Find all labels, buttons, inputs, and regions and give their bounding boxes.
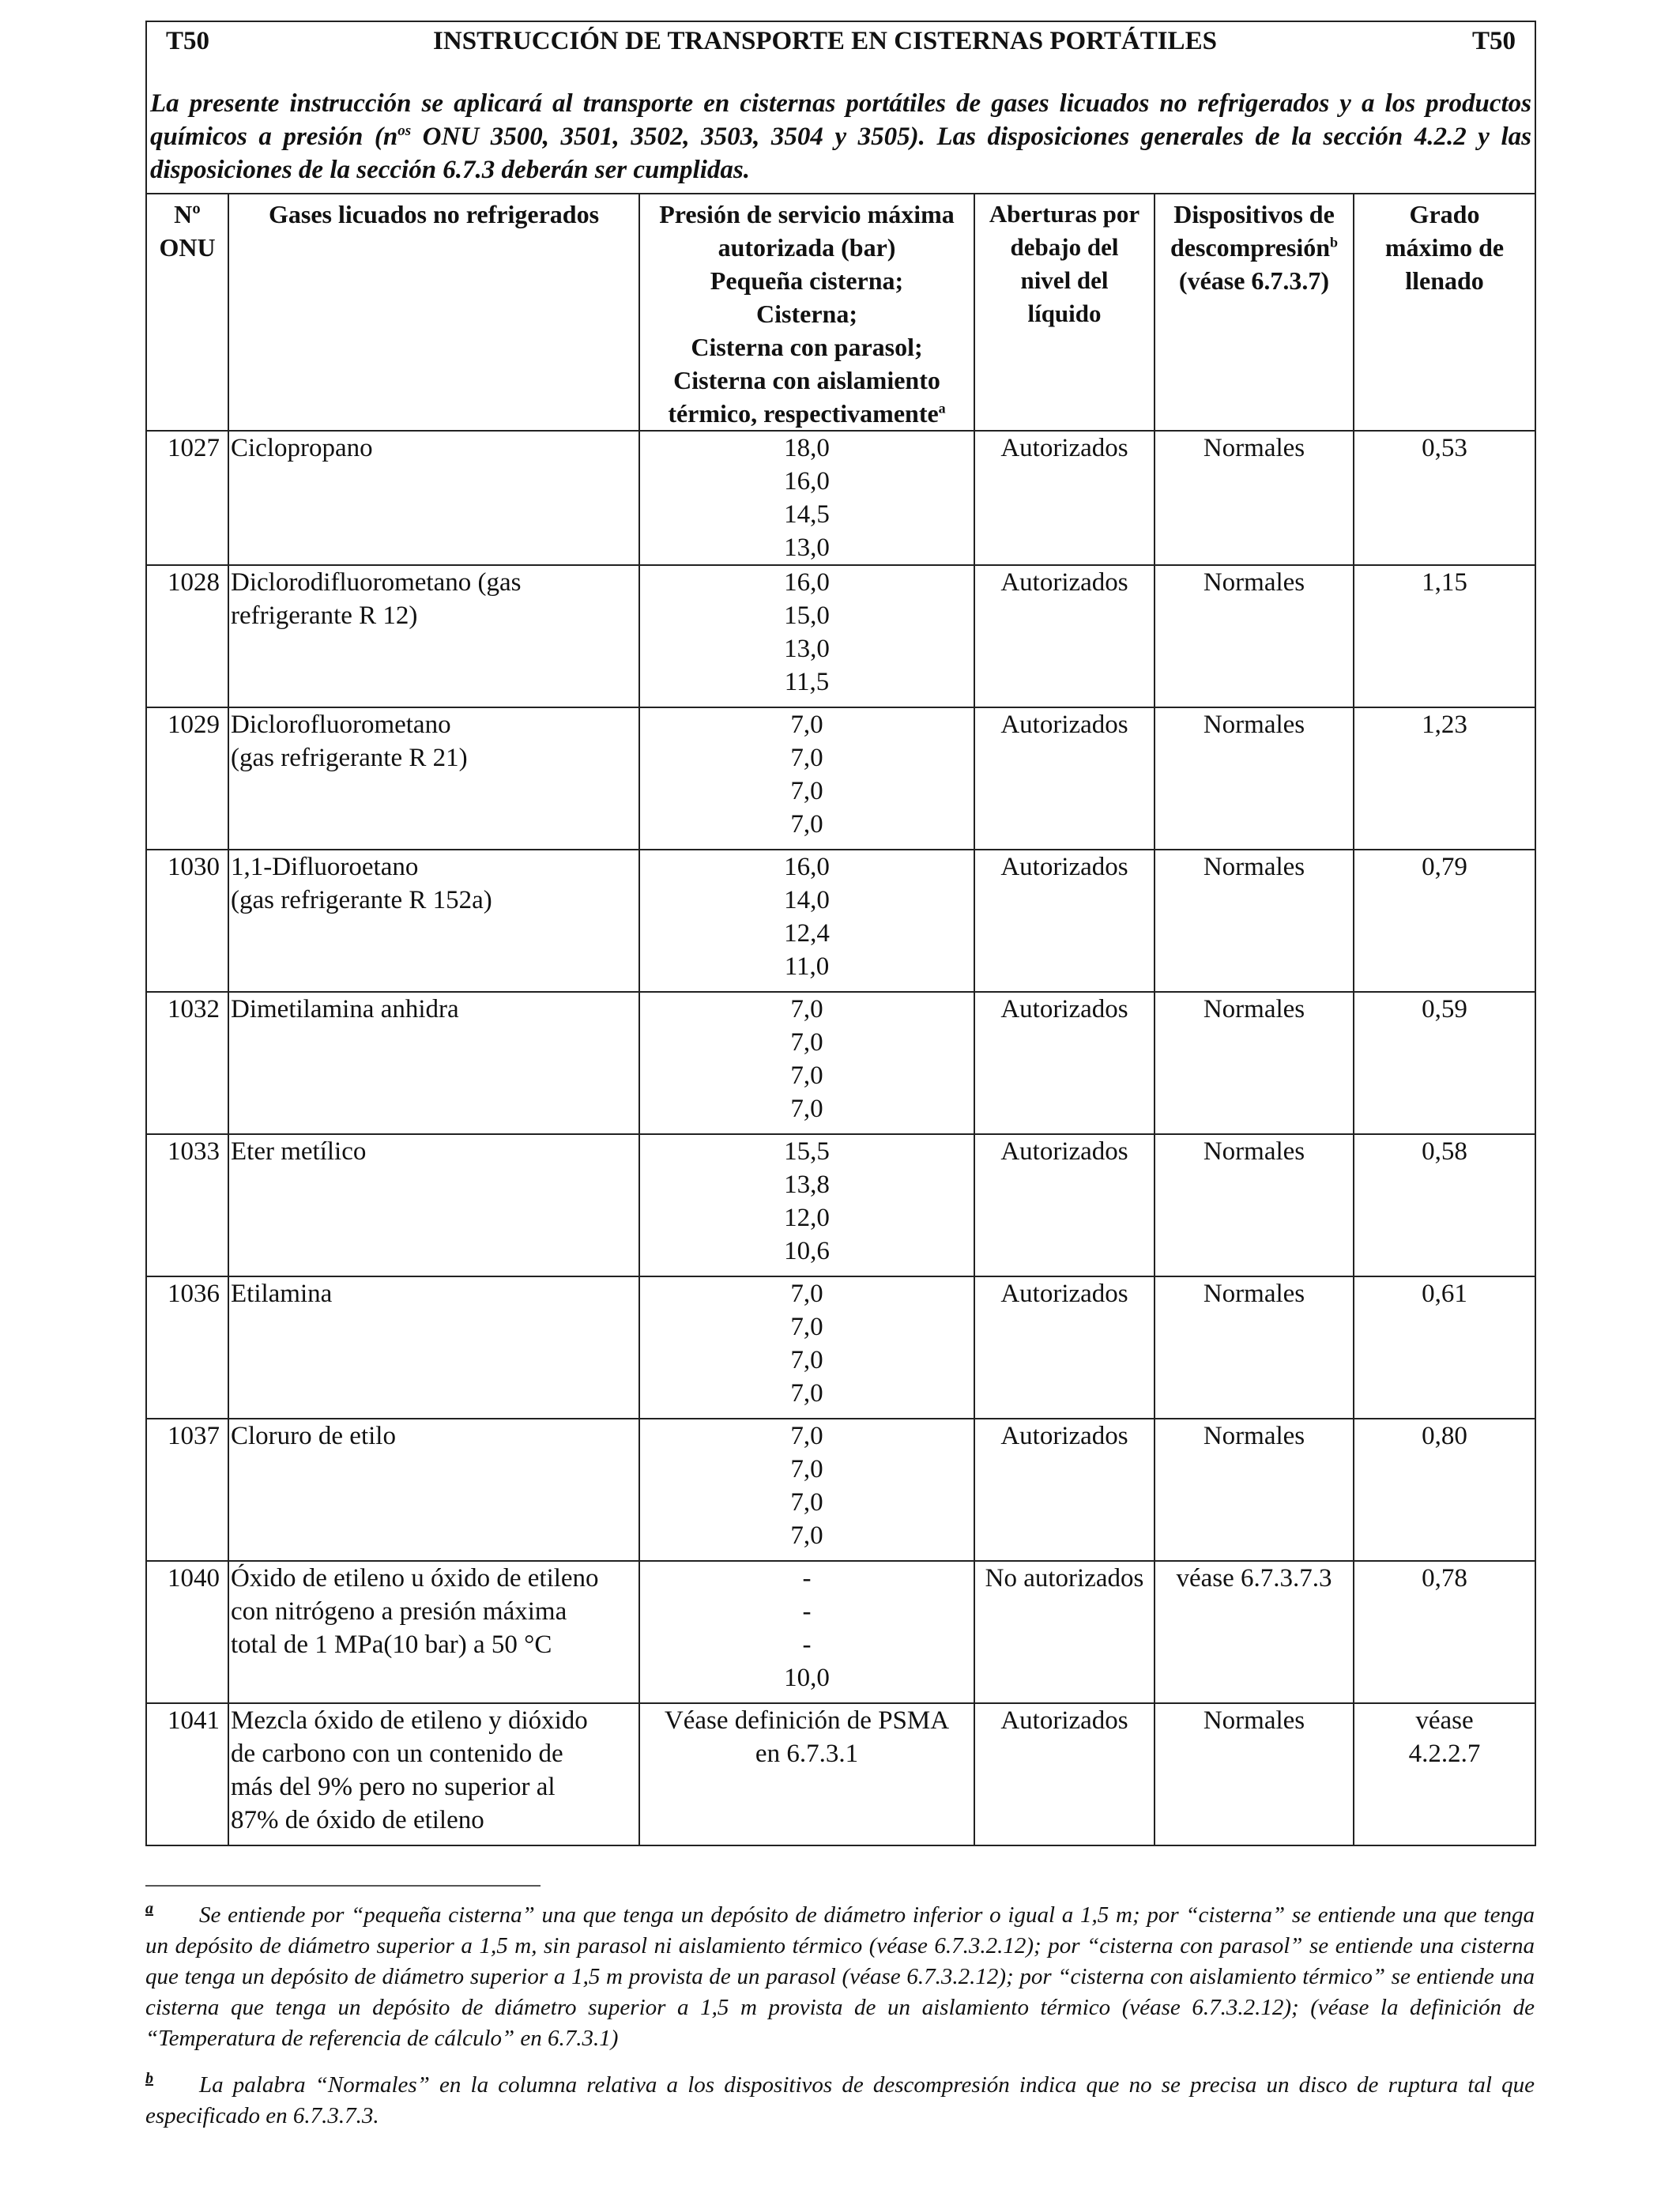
instruction-header <box>146 21 1535 194</box>
cell-gas-name <box>228 1703 639 1845</box>
footnote-mark: b <box>145 2070 153 2088</box>
cell-pressure <box>639 850 974 992</box>
intro-paragraph <box>147 66 1535 187</box>
cell-line: 1,1-Difluoroetano <box>231 853 419 881</box>
cell-devices <box>1155 1561 1354 1703</box>
cell-devices <box>1155 431 1354 565</box>
cell-line: 16,0 <box>784 568 830 597</box>
cell-filling <box>1354 850 1535 992</box>
cell-gas-name <box>228 992 639 1134</box>
cell-line: Diclorodifluorometano (gas <box>231 568 522 597</box>
table-row <box>146 1419 1535 1561</box>
cell-line: 0,61 <box>1422 1280 1467 1308</box>
cell-line: 16,0 <box>784 467 830 496</box>
col-header-devices <box>1155 194 1354 431</box>
cell-devices <box>1155 1276 1354 1419</box>
cell-line: 7,0 <box>790 1488 823 1517</box>
cell-gas-name <box>228 1276 639 1419</box>
col-header-pressure-line: Presión de servicio máxima <box>659 200 955 228</box>
col-header-devices-line: descompresión <box>1170 233 1331 262</box>
cell-line: 16,0 <box>784 853 830 881</box>
cell-gas-name <box>228 850 639 992</box>
cell-devices <box>1155 1134 1354 1276</box>
cell-value: 1040 <box>168 1564 220 1593</box>
cell-value: 1032 <box>168 995 220 1023</box>
col-header-openings-line: líquido <box>1027 300 1102 327</box>
footnotes <box>145 1900 1535 2147</box>
cell-onu-number <box>146 1134 228 1276</box>
cell-line: - <box>802 1630 812 1659</box>
cell-onu-number <box>146 992 228 1134</box>
cell-line: 7,0 <box>790 1346 823 1374</box>
cell-openings <box>974 992 1155 1134</box>
cell-line: 12,4 <box>784 919 830 948</box>
intro-text-2: ONU 3500, 3501, 3502, 3503, 3504 y 3505). Las disposiciones generales de la sección 4.2.2 y las disposiciones de la sección 6.7.3 deberán ser cumplidas. <box>150 123 1531 184</box>
cell-pressure <box>639 1419 974 1561</box>
cell-line: refrigerante R 12) <box>231 601 418 630</box>
cell-line: 7,0 <box>790 810 823 839</box>
cell-line: 10,6 <box>784 1237 830 1265</box>
cell-value: 1041 <box>168 1706 220 1735</box>
cell-openings <box>974 1134 1155 1276</box>
cell-openings <box>974 1419 1155 1561</box>
footnote-text: Se entiende por “pequeña cisterna” una que tenga un depósito de diámetro inferior o igual a 1,5 m; por “cisterna” se entiende una que tenga un depósito de diámetro superior a 1,5 m, sin parasol ni aislamiento térmico (véase 6.7.3.2.12); por “cisterna con parasol” se entiende una cisterna que tenga un depósito de diámetro superior a 1,5 m provista de un parasol (véase 6.7.3.2.12); por “cisterna con aislamiento térmico” se entiende una cisterna que tenga un depósito de diámetro superior a 1,5 m provista de un aislamiento térmico (véase 6.7.3.2.12); (véase la definición de “Temperatura de referencia de cálculo” en 6.7.3.1) <box>145 1902 1535 2051</box>
cell-pressure <box>639 707 974 850</box>
cell-pressure <box>639 565 974 707</box>
cell-line: 10,0 <box>784 1664 830 1692</box>
col-header-pressure-line: Cisterna; <box>756 300 857 328</box>
cell-line: Dimetilamina anhidra <box>231 995 459 1023</box>
footnote-divider <box>145 1885 541 1887</box>
cell-onu-number <box>146 1703 228 1845</box>
instruction-code-right: T50 <box>1471 27 1516 55</box>
cell-line: 7,0 <box>790 1061 823 1090</box>
cell-filling <box>1354 1276 1535 1419</box>
cell-line: 12,0 <box>784 1204 830 1232</box>
cell-devices <box>1155 850 1354 992</box>
cell-openings <box>974 707 1155 850</box>
col-header-devices-line: Dispositivos de <box>1173 200 1335 228</box>
cell-line: Cloruro de etilo <box>231 1422 396 1450</box>
cell-line: 15,5 <box>784 1137 830 1166</box>
cell-value: Autorizados <box>1000 1137 1128 1166</box>
cell-filling <box>1354 1561 1535 1703</box>
cell-line: 7,0 <box>790 1095 823 1123</box>
cell-line: 0,59 <box>1422 995 1467 1023</box>
col-header-onu-line: Nº <box>174 200 201 228</box>
cell-line: 0,80 <box>1422 1422 1467 1450</box>
cell-pressure <box>639 1134 974 1276</box>
col-header-filling-line: máximo de <box>1384 233 1505 262</box>
table-body <box>146 431 1535 1845</box>
cell-openings <box>974 565 1155 707</box>
cell-openings <box>974 850 1155 992</box>
cell-filling <box>1354 992 1535 1134</box>
col-header-openings-line: Aberturas por <box>989 200 1140 228</box>
cell-line: 11,5 <box>784 668 830 696</box>
cell-value: Normales <box>1203 1137 1305 1166</box>
cell-onu-number <box>146 707 228 850</box>
cell-onu-number <box>146 565 228 707</box>
footnote-a <box>145 1900 1535 2054</box>
cell-line: 7,0 <box>790 1379 823 1408</box>
cell-line: 13,0 <box>784 635 830 663</box>
cell-line: 1,23 <box>1422 711 1467 739</box>
cell-openings <box>974 1276 1155 1419</box>
instruction-table <box>145 21 1536 1846</box>
cell-onu-number <box>146 1276 228 1419</box>
cell-openings <box>974 431 1155 565</box>
intro-text-1: La presente instrucción se aplicará al transporte en cisternas portátiles de gases licuados no refrigerados y a los productos químicos a presión (n <box>150 89 1531 151</box>
cell-value: Normales <box>1203 434 1305 462</box>
cell-filling <box>1354 707 1535 850</box>
cell-gas-name <box>228 431 639 565</box>
cell-line: 1,15 <box>1422 568 1467 597</box>
col-header-pressure <box>639 194 974 431</box>
intro-superscript: os <box>397 123 412 139</box>
cell-gas-name <box>228 707 639 850</box>
cell-line: 18,0 <box>784 434 830 462</box>
col-header-pressure-line: Cisterna con aislamiento <box>673 366 940 394</box>
cell-line: 7,0 <box>790 744 823 772</box>
cell-pressure <box>639 992 974 1134</box>
table-row <box>146 1276 1535 1419</box>
cell-line: 7,0 <box>790 777 823 805</box>
cell-gas-name <box>228 565 639 707</box>
cell-line: 14,0 <box>784 886 830 914</box>
cell-line: total de 1 MPa(10 bar) a 50 °C <box>231 1630 552 1659</box>
col-header-onu <box>146 194 228 431</box>
cell-devices <box>1155 1703 1354 1845</box>
cell-openings <box>974 1561 1155 1703</box>
col-header-gas-label: Gases licuados no refrigerados <box>268 200 600 228</box>
col-header-onu-line: ONU <box>159 233 216 262</box>
cell-value: 1029 <box>168 711 220 739</box>
cell-line: - <box>802 1564 812 1593</box>
cell-filling <box>1354 1419 1535 1561</box>
cell-line: 7,0 <box>790 711 823 739</box>
cell-line: de carbono con un contenido de <box>231 1740 563 1768</box>
col-header-openings <box>974 194 1155 431</box>
cell-pressure <box>639 431 974 565</box>
cell-line: 7,0 <box>790 995 823 1023</box>
cell-devices <box>1155 707 1354 850</box>
cell-value: Autorizados <box>1000 1422 1128 1450</box>
table-row <box>146 1134 1535 1276</box>
cell-line: 7,0 <box>790 1313 823 1341</box>
cell-line: Diclorofluorometano <box>231 711 451 739</box>
cell-value: Autorizados <box>1000 853 1128 881</box>
col-header-openings-line: nivel del <box>1020 266 1109 294</box>
cell-filling <box>1354 1134 1535 1276</box>
cell-line: 13,0 <box>784 533 830 562</box>
footnote-ref-b: b <box>1330 234 1339 251</box>
cell-line: 7,0 <box>790 1422 823 1450</box>
table-row <box>146 850 1535 992</box>
cell-line: 87% de óxido de etileno <box>231 1806 484 1834</box>
cell-value: Autorizados <box>1000 995 1128 1023</box>
cell-line: 4.2.2.7 <box>1408 1740 1481 1768</box>
cell-pressure <box>639 1276 974 1419</box>
cell-line: 0,79 <box>1422 853 1467 881</box>
cell-onu-number <box>146 850 228 992</box>
cell-line: más del 9% pero no superior al <box>231 1773 556 1801</box>
cell-value: 1028 <box>168 568 220 597</box>
cell-filling <box>1354 565 1535 707</box>
cell-value: No autorizados <box>985 1564 1144 1593</box>
col-header-pressure-line: autorizada (bar) <box>718 233 896 262</box>
cell-line: véase <box>1415 1706 1474 1735</box>
cell-line: 14,5 <box>784 500 830 529</box>
cell-line: Eter metílico <box>231 1137 367 1166</box>
col-header-pressure-line: Pequeña cisterna; <box>710 266 904 295</box>
cell-line: 7,0 <box>790 1028 823 1057</box>
cell-value: Normales <box>1203 1422 1305 1450</box>
instruction-title: INSTRUCCIÓN DE TRANSPORTE EN CISTERNAS PORTÁTILES <box>433 27 1217 55</box>
footnote-text: La palabra “Normales” en la columna relativa a los dispositivos de descompresión indica que no se precisa un disco de ruptura tal que especificado en 6.7.3.7.3. <box>145 2072 1535 2128</box>
cell-value: Normales <box>1203 1280 1305 1308</box>
footnote-ref-a: a <box>938 400 946 417</box>
cell-line: 13,8 <box>784 1171 830 1199</box>
cell-pressure <box>639 1561 974 1703</box>
cell-value: 1030 <box>168 853 220 881</box>
cell-value: Normales <box>1203 711 1305 739</box>
cell-line: en 6.7.3.1 <box>755 1740 859 1768</box>
cell-value: véase 6.7.3.7.3 <box>1176 1564 1332 1593</box>
cell-line: Óxido de etileno u óxido de etileno <box>231 1564 599 1593</box>
title-row <box>147 22 1535 66</box>
cell-gas-name <box>228 1561 639 1703</box>
cell-line: 15,0 <box>784 601 830 630</box>
cell-value: 1036 <box>168 1280 220 1308</box>
col-header-filling <box>1354 194 1535 431</box>
cell-line: - <box>802 1597 812 1626</box>
cell-devices <box>1155 1419 1354 1561</box>
table-row <box>146 707 1535 850</box>
col-header-pressure-line: Cisterna con parasol; <box>691 333 923 361</box>
cell-gas-name <box>228 1419 639 1561</box>
footnote-mark: a <box>145 1900 153 1918</box>
cell-line: 7,0 <box>790 1455 823 1483</box>
cell-line: 0,58 <box>1422 1137 1467 1166</box>
cell-line: 0,53 <box>1422 434 1467 462</box>
cell-value: Autorizados <box>1000 1280 1128 1308</box>
col-header-filling-line: llenado <box>1405 266 1484 295</box>
cell-value: 1037 <box>168 1422 220 1450</box>
cell-filling <box>1354 431 1535 565</box>
table-row <box>146 1703 1535 1845</box>
table-row <box>146 431 1535 565</box>
col-header-openings-line: debajo del <box>1010 233 1119 261</box>
col-header-devices-line: (véase 6.7.3.7) <box>1178 266 1330 295</box>
cell-line: 7,0 <box>790 1280 823 1308</box>
cell-gas-name <box>228 1134 639 1276</box>
footnote-b <box>145 2070 1535 2132</box>
cell-line: (gas refrigerante R 152a) <box>231 886 492 914</box>
cell-devices <box>1155 992 1354 1134</box>
col-header-filling-line: Grado <box>1409 200 1480 228</box>
instruction-code-left: T50 <box>166 27 210 55</box>
cell-line: Etilamina <box>231 1280 333 1308</box>
cell-line: 7,0 <box>790 1521 823 1550</box>
table-row <box>146 992 1535 1134</box>
col-header-gas <box>228 194 639 431</box>
col-header-pressure-line: térmico, respectivamente <box>668 399 939 428</box>
table-row <box>146 1561 1535 1703</box>
cell-onu-number <box>146 1561 228 1703</box>
cell-value: Autorizados <box>1000 1706 1128 1735</box>
cell-onu-number <box>146 1419 228 1561</box>
cell-line: con nitrógeno a presión máxima <box>231 1597 567 1626</box>
cell-filling <box>1354 1703 1535 1845</box>
cell-devices <box>1155 565 1354 707</box>
cell-value: Normales <box>1203 853 1305 881</box>
cell-value: Normales <box>1203 995 1305 1023</box>
column-header-row <box>146 194 1535 431</box>
cell-line: Mezcla óxido de etileno y dióxido <box>231 1706 588 1735</box>
cell-value: Normales <box>1203 1706 1305 1735</box>
cell-value: Autorizados <box>1000 568 1128 597</box>
cell-value: Autorizados <box>1000 434 1128 462</box>
cell-value: Normales <box>1203 568 1305 597</box>
cell-pressure <box>639 1703 974 1845</box>
cell-value: 1027 <box>168 434 220 462</box>
cell-line: 11,0 <box>784 952 830 981</box>
cell-value: Autorizados <box>1000 711 1128 739</box>
cell-line: Véase definición de PSMA <box>664 1706 950 1735</box>
cell-onu-number <box>146 431 228 565</box>
table-row <box>146 565 1535 707</box>
cell-line: Ciclopropano <box>231 434 373 462</box>
cell-line: 0,78 <box>1422 1564 1467 1593</box>
cell-openings <box>974 1703 1155 1845</box>
cell-line: (gas refrigerante R 21) <box>231 744 468 772</box>
cell-value: 1033 <box>168 1137 220 1166</box>
